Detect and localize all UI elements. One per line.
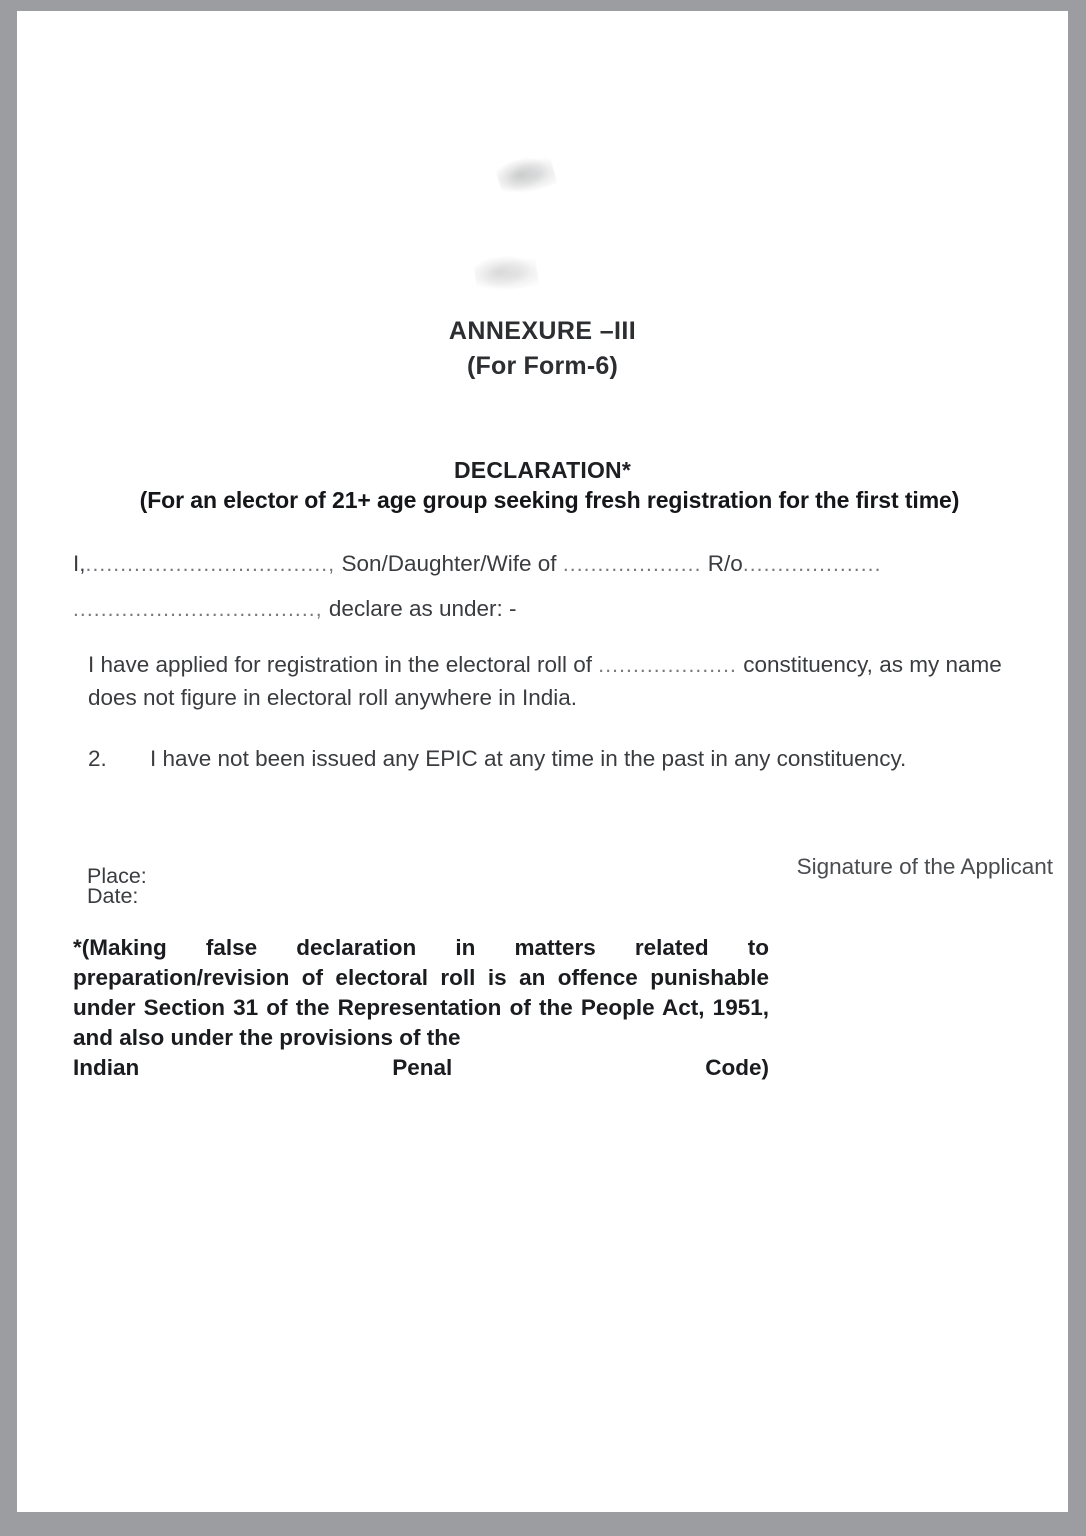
residence-label: R/o bbox=[707, 551, 743, 576]
footnote-last-word-end: Code) bbox=[705, 1055, 769, 1080]
address-blank-field[interactable]: ..................................., bbox=[73, 598, 323, 621]
footnote-last-word-first: Indian bbox=[73, 1055, 140, 1080]
name-blank-field[interactable]: ..................................., bbox=[85, 553, 336, 576]
place-label[interactable]: Place: bbox=[87, 864, 147, 888]
parent-name-blank-field[interactable]: .................... bbox=[562, 553, 702, 576]
residence-blank-field[interactable]: .................... bbox=[742, 553, 882, 576]
footnote-penalty-notice bbox=[73, 933, 769, 1083]
clause-one-text-b: constituency, bbox=[743, 652, 873, 677]
clause-two-paragraph bbox=[88, 744, 1056, 774]
declaration-heading: DECLARATION* bbox=[453, 457, 632, 483]
constituency-blank-field[interactable]: .................... bbox=[598, 654, 737, 677]
clause-one-text-c: as my name does not figure in electoral roll anywhere in India. bbox=[88, 652, 1002, 710]
footnote-last-word-middle: Penal bbox=[392, 1055, 453, 1080]
declaration-subtitle: (For an elector of 21+ age group seeking fresh registration for the first time) bbox=[139, 487, 960, 513]
clause-one-paragraph bbox=[88, 649, 1056, 714]
clause-two-number: 2. bbox=[88, 746, 107, 771]
signature-of-applicant-label: Signature of the Applicant bbox=[796, 854, 1053, 879]
form-reference-subtitle: (For Form-6) bbox=[467, 352, 618, 380]
date-label[interactable]: Date: bbox=[87, 884, 139, 908]
declare-as-under-line bbox=[73, 594, 773, 625]
relation-label: Son/Daughter/Wife of bbox=[341, 551, 557, 576]
footnote-body: *(Making false declaration in matters related to preparation/revision of electoral roll is an offence punishable under Section 31 of the Representation of the People Act, 1951, and also under the provisions of the bbox=[73, 935, 769, 1050]
clause-one-text-a: I have applied for registration in the electoral roll of bbox=[88, 652, 593, 677]
scan-smudge-artifact-second bbox=[473, 251, 540, 294]
document-page bbox=[17, 11, 1068, 1512]
annexure-title: ANNEXURE –III bbox=[448, 317, 637, 345]
place-date-block bbox=[87, 866, 147, 906]
clause-two-text: I have not been issued any EPIC at any time in the past in any constituency. bbox=[150, 746, 907, 771]
declarant-identity-line bbox=[73, 549, 1063, 580]
scan-smudge-artifact-top bbox=[494, 151, 557, 199]
i-label: I, bbox=[73, 551, 86, 576]
footnote-last-line bbox=[73, 1053, 769, 1083]
declare-label: declare as under: - bbox=[328, 596, 517, 621]
